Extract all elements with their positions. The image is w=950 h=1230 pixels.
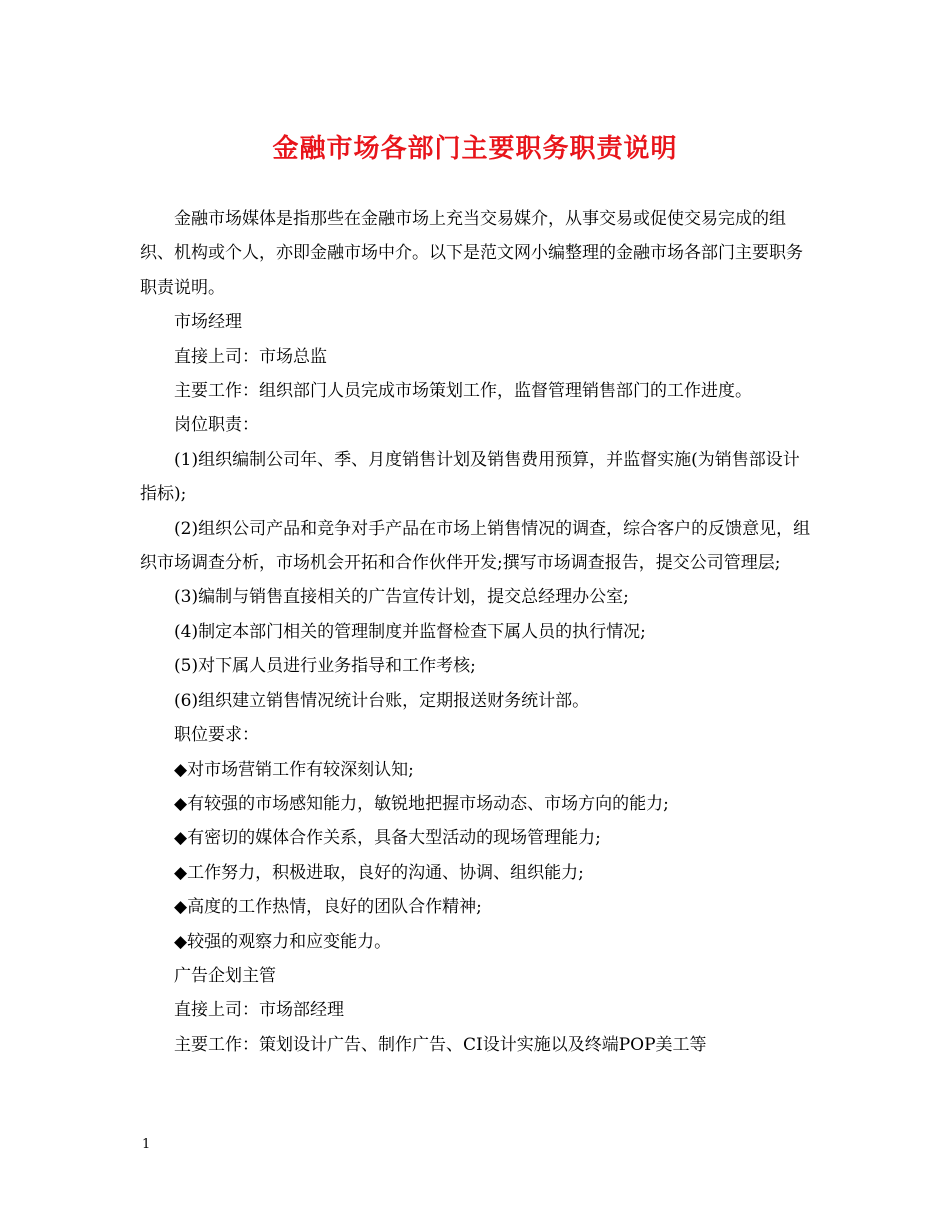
section-heading-market-manager: 市场经理 [174,312,242,333]
requirements-heading: 职位要求： [174,725,259,746]
duty-item: (6)组织建立销售情况统计台账，定期报送财务统计部。 [174,690,590,711]
requirement-item: ◆有密切的媒体合作关系，具备大型活动的现场管理能力; [174,828,601,849]
duties-heading: 岗位职责： [174,415,259,436]
duty-item: (1)组织编制公司年、季、月度销售计划及销售费用预算，并监督实施(为销售部设计指标); [140,449,800,505]
intro-paragraph: 金融市场媒体是指那些在金融市场上充当交易媒介，从事交易或促使交易完成的组织、机构或个人，亦即金融市场中介。以下是范文网小编整理的金融市场各部门主要职务职责说明。 [140,209,803,298]
direct-supervisor: 直接上司：市场总监 [174,346,327,367]
duty-item: (2)组织公司产品和竞争对手产品在市场上销售情况的调查，综合客户的反馈意见，组织市场调查分析，市场机会开拓和合作伙伴开发;撰写市场调查报告，提交公司管理层; [140,518,811,574]
requirement-item: ◆高度的工作热情，良好的团队合作精神; [174,897,482,918]
duty-item: (3)编制与销售直接相关的广告宣传计划，提交总经理办公室; [174,587,629,608]
duty-item: (4)制定本部门相关的管理制度并监督检查下属人员的执行情况; [174,621,646,642]
page-number: 1 [142,1137,151,1152]
requirement-item: ◆对市场营销工作有较深刻认知; [174,759,414,780]
main-work: 主要工作：组织部门人员完成市场策划工作，监督管理销售部门的工作进度。 [174,381,752,402]
section-heading-ad-planning-supervisor: 广告企划主管 [174,965,276,986]
requirement-item: ◆较强的观察力和应变能力。 [174,931,392,952]
main-work: 主要工作：策划设计广告、制作广告、CI设计实施以及终端POP美工等 [174,1034,707,1055]
requirement-item: ◆有较强的市场感知能力，敏锐地把握市场动态、市场方向的能力; [174,793,669,814]
document-body [140,202,812,1062]
duty-item: (5)对下属人员进行业务指导和工作考核; [174,656,476,677]
document-title: 金融市场各部门主要职务职责说明 [272,134,678,164]
requirement-item: ◆工作努力，积极进取，良好的沟通、协调、组织能力; [174,862,584,883]
direct-supervisor: 直接上司：市场部经理 [174,1000,344,1021]
